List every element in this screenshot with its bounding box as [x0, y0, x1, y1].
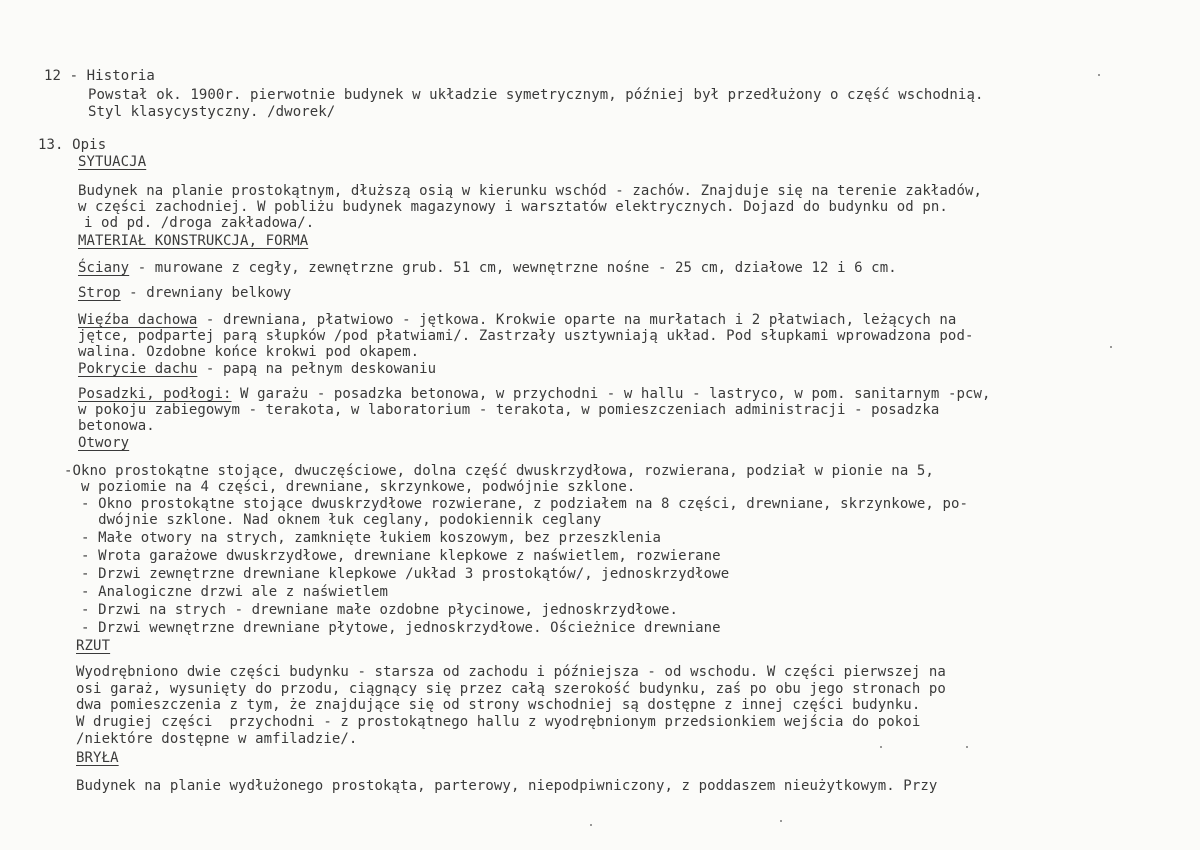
otwory-line-6: - Wrota garażowe dwuskrzydłowe, drewniane klepkowe z naświetlem, rozwierane: [64, 548, 721, 564]
strop-text: - drewniany belkowy: [120, 285, 292, 301]
rzut-line-2: osi garaż, wysunięty do przodu, ciągnący się przez całą szerokość budynku, zaś po obu jego stronach po: [76, 681, 946, 697]
rzut-line-1: Wyodrębniono dwie części budynku - starsza od zachodu i późniejsza - od wschodu. W części pierwszej na: [76, 664, 946, 680]
otwory-line-7: - Drzwi zewnętrzne drewniane klepkowe /układ 3 prostokątów/, jednoskrzydłowe: [64, 566, 730, 582]
strop-line: [78, 285, 291, 301]
otwory-line-2: w poziomie na 4 części, drewniane, skrzynkowe, podwójnie szklone.: [64, 479, 636, 495]
history-line-2: Styl klasycystyczny. /dworek/: [88, 104, 336, 120]
otwory-line-9: - Drzwi na strych - drewniane małe ozdobne płycinowe, jednoskrzydłowe.: [64, 602, 679, 618]
sytuacja-line-3: i od pd. /droga zakładowa/.: [84, 215, 315, 231]
material-header: MATERIAŁ KONSTRUKCJA, FORMA: [78, 233, 309, 249]
posadzki-line-2: w pokoju zabiegowym - terakota, w laboratorium - terakota, w pomieszczeniach administracji - posadzka: [78, 402, 940, 418]
ink-speck: [590, 824, 592, 826]
ink-speck: [1110, 346, 1112, 348]
otwory-header: Otwory: [78, 435, 130, 451]
pokrycie-label: Pokrycie dachu: [78, 361, 198, 377]
otwory-line-4: dwójnie szklone. Nad oknem łuk ceglany, podokiennik ceglany: [64, 512, 602, 528]
pokrycie-text: - papą na pełnym deskowaniu: [197, 361, 437, 377]
wiezba-line-2: jętce, podpartej parą słupków /pod płatwiami/. Zastrzały usztywniają układ. Pod słupkami wprowadzona pod-: [78, 328, 974, 344]
section-13-heading: 13. Opis: [38, 137, 107, 153]
ink-speck: [880, 746, 882, 748]
ink-speck: [966, 746, 968, 748]
sciany-label: Ściany: [78, 260, 130, 276]
bryla-header: BRYŁA: [76, 750, 119, 766]
history-line-1: Powstał ok. 1900r. pierwotnie budynek w układzie symetrycznym, później był przedłużony o część wschodnią.: [88, 87, 984, 103]
wiezba-line-3: walina. Ozdobne końce krokwi pod okapem.: [78, 344, 420, 360]
strop-label: Strop: [78, 285, 121, 301]
bryla-line-1: Budynek na planie wydłużonego prostokąta, parterowy, niepodpiwniczony, z poddaszem nieużytkowym. Przy: [76, 778, 938, 794]
posadzki-line-1: [78, 386, 991, 402]
sytuacja-line-2: w części zachodniej. W pobliżu budynek magazynowy i warsztatów elektrycznych. Dojazd do budynku od pn.: [78, 199, 948, 215]
otwory-line-1: -Okno prostokątne stojące, dwuczęściowe, dolna część dwuskrzydłowa, rozwierana, podział w pionie na 5,: [64, 463, 934, 479]
ink-speck: [1098, 74, 1100, 76]
sciany-line: [78, 260, 897, 276]
pokrycie-line: [78, 361, 436, 377]
posadzki-label: Posadzki, podłogi:: [78, 386, 232, 402]
otwory-line-8: - Analogiczne drzwi ale z naświetlem: [64, 584, 389, 600]
rzut-line-5: /niektóre dostępne w amfiladzie/.: [76, 731, 358, 747]
sytuacja-line-1: Budynek na planie prostokątnym, dłuższą osią w kierunku wschód - zachów. Znajduje się na terenie zakładów,: [78, 183, 983, 199]
rzut-line-4: W drugiej części przychodni - z prostokątnego hallu z wyodrębnionym przedsionkiem wejścia do pokoi: [76, 714, 921, 730]
wiezba-text-1: - drewniana, płatwiowo - jętkowa. Krokwie oparte na murłatach i 2 płatwiach, leżących na: [197, 312, 957, 328]
posadzki-text-1: W garażu - posadzka betonowa, w przychodni - w hallu - lastryco, w pom. sanitarnym -pcw,: [231, 386, 991, 402]
otwory-line-10: - Drzwi wewnętrzne drewniane płytowe, jednoskrzydłowe. Ościeżnice drewniane: [64, 620, 721, 636]
section-12-heading: 12 - Historia: [44, 68, 155, 84]
sciany-text: - murowane z cegły, zewnętrzne grub. 51 cm, wewnętrzne nośne - 25 cm, działowe 12 i 6 cm.: [129, 260, 897, 276]
posadzki-line-3: betonowa.: [78, 418, 155, 434]
otwory-line-5: - Małe otwory na strych, zamknięte łukiem koszowym, bez przeszklenia: [64, 530, 662, 546]
ink-speck: [780, 820, 782, 822]
sytuacja-header: SYTUACJA: [78, 154, 147, 170]
rzut-line-3: dwa pomieszczenia z tym, że znajdujące się od strony wschodniej są dostępne z innej części budynku.: [76, 697, 921, 713]
wiezba-label: Więźba dachowa: [78, 312, 198, 328]
wiezba-line-1: [78, 312, 956, 328]
otwory-line-3: - Okno prostokątne stojące dwuskrzydłowe rozwierane, z podziałem na 8 części, drewniane, skrzynkowe, po-: [64, 496, 969, 512]
rzut-header: RZUT: [76, 638, 111, 654]
